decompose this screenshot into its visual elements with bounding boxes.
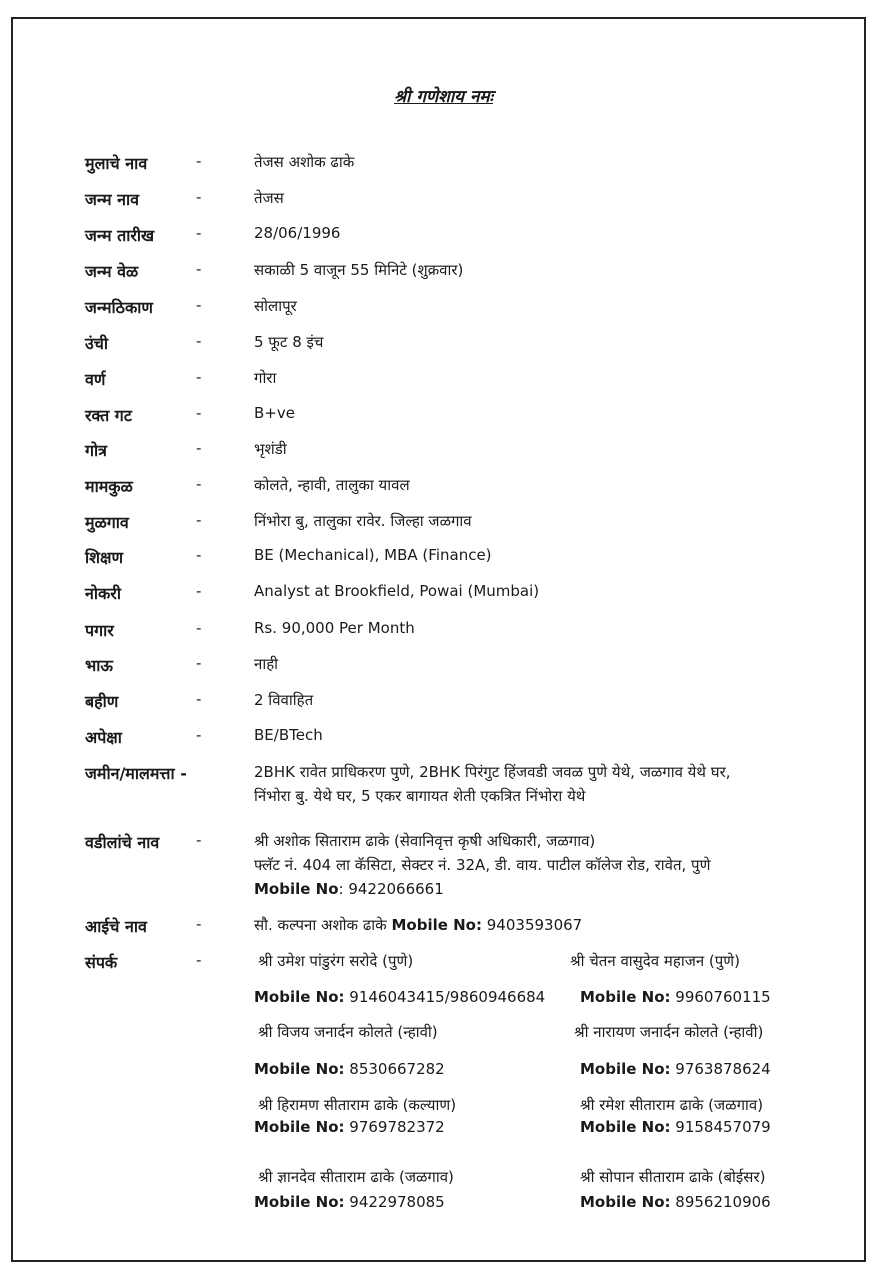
- field-value: सोलापूर: [254, 297, 297, 315]
- field-label: अपेक्षा: [85, 728, 122, 747]
- mobile-label: Mobile No:: [580, 1193, 671, 1211]
- father-address: फ्लॅट नं. 404 ला कॅसिटा, सेक्टर नं. 32A, डी. वाय. पाटील कॉलेज रोड, रावेत, पुणे: [254, 856, 711, 874]
- contact-mobile: [580, 1060, 771, 1078]
- field-value: सकाळी 5 वाजून 55 मिनिटे (शुक्रवार): [254, 261, 464, 279]
- separator-dash: -: [196, 260, 202, 278]
- contact-name: श्री चेतन वासुदेव महाजन (पुणे): [570, 952, 740, 970]
- mobile-label: Mobile No:: [391, 916, 482, 934]
- separator-dash: -: [196, 368, 202, 386]
- contact-name: श्री विजय जनार्दन कोलते (न्हावी): [258, 1023, 438, 1041]
- field-value: कोलते, न्हावी, तालुका यावल: [254, 476, 410, 494]
- separator-dash: -: [196, 188, 202, 206]
- field-label: जन्म वेळ: [85, 262, 139, 281]
- separator-dash: -: [196, 296, 202, 314]
- mother-line: [254, 915, 582, 935]
- separator-dash: -: [196, 915, 202, 933]
- field-label: उंची: [85, 334, 109, 353]
- field-label: आईचे नाव: [85, 917, 147, 936]
- contact-mobile: [580, 1118, 771, 1136]
- field-value: नाही: [254, 655, 279, 673]
- field-value: तेजस अशोक ढाके: [254, 153, 355, 171]
- contact-mobile: [580, 988, 771, 1006]
- separator-dash: -: [196, 404, 202, 422]
- separator-dash: -: [196, 439, 202, 457]
- field-label: शिक्षण: [85, 548, 124, 567]
- field-value: निंभोरा बु, तालुका रावेर. जिल्हा जळगाव: [254, 512, 472, 530]
- mobile-number: 9960760115: [670, 988, 771, 1006]
- mobile-number: : 9422066661: [338, 880, 444, 898]
- contact-name: श्री रमेश सीताराम ढाके (जळगाव): [580, 1096, 764, 1114]
- field-value: 28/06/1996: [254, 224, 341, 242]
- contact-mobile: [580, 1193, 771, 1211]
- mobile-number: 8530667282: [344, 1060, 445, 1078]
- field-label: जन्म नाव: [85, 190, 140, 209]
- field-value: Analyst at Brookfield, Powai (Mumbai): [254, 582, 540, 600]
- mobile-label: Mobile No:: [254, 1060, 345, 1078]
- mobile-number: 9158457079: [670, 1118, 771, 1136]
- field-label: संपर्क: [85, 953, 118, 972]
- field-value: 2 विवाहित: [254, 691, 314, 709]
- separator-dash: -: [196, 654, 202, 672]
- field-value: BE (Mechanical), MBA (Finance): [254, 546, 492, 564]
- mother-name: सौ. कल्पना अशोक ढाके: [254, 916, 387, 934]
- field-label: जन्म तारीख: [85, 226, 155, 245]
- field-label: जन्मठिकाण: [85, 298, 153, 317]
- field-value: BE/BTech: [254, 726, 323, 744]
- contact-name: श्री नारायण जनार्दन कोलते (न्हावी): [574, 1023, 764, 1041]
- mobile-label: Mobile No:: [254, 988, 345, 1006]
- mobile-label: Mobile No:: [254, 1118, 345, 1136]
- field-label: गोत्र: [85, 441, 107, 460]
- field-label: जमीन/मालमत्ता -: [85, 764, 187, 783]
- mobile-label: Mobile No:: [580, 988, 671, 1006]
- field-value: 5 फूट 8 इंच: [254, 333, 324, 351]
- separator-dash: -: [196, 726, 202, 744]
- field-label: मुलाचे नाव: [85, 154, 148, 173]
- field-label: भाऊ: [85, 656, 113, 675]
- field-value: गोरा: [254, 369, 277, 387]
- field-value: तेजस: [254, 189, 284, 207]
- mobile-number: 9403593067: [482, 916, 583, 934]
- field-label: वर्ण: [85, 370, 106, 389]
- contact-mobile: [254, 1193, 445, 1211]
- separator-dash: -: [196, 831, 202, 849]
- field-label: रक्त गट: [85, 406, 132, 425]
- field-label: बहीण: [85, 692, 119, 711]
- mobile-label: Mobile No:: [580, 1060, 671, 1078]
- separator-dash: -: [196, 224, 202, 242]
- field-label: मामकुळ: [85, 477, 133, 496]
- mobile-label: Mobile No:: [580, 1118, 671, 1136]
- mobile-number: 9769782372: [344, 1118, 445, 1136]
- property-line-1: 2BHK रावेत प्राधिकरण पुणे, 2BHK पिरंगुट हिंजवडी जवळ पुणे येथे, जळगाव येथे घर,: [254, 763, 731, 781]
- field-value: B+ve: [254, 404, 295, 422]
- field-label: पगार: [85, 621, 114, 640]
- separator-dash: -: [196, 951, 202, 969]
- field-label: मुळगाव: [85, 513, 129, 532]
- contact-mobile: [254, 1118, 445, 1136]
- separator-dash: -: [196, 475, 202, 493]
- contact-mobile: [254, 1060, 445, 1078]
- contact-name: श्री हिरामण सीताराम ढाके (कल्याण): [258, 1096, 457, 1114]
- mobile-label: Mobile No:: [254, 1193, 345, 1211]
- field-label: वडीलांचे नाव: [85, 833, 160, 852]
- field-value: Rs. 90,000 Per Month: [254, 619, 415, 637]
- field-value: भृशंडी: [254, 440, 287, 458]
- contact-name: श्री ज्ञानदेव सीताराम ढाके (जळगाव): [258, 1168, 454, 1186]
- contact-name: श्री सोपान सीताराम ढाके (बोईसर): [580, 1168, 766, 1186]
- separator-dash: -: [196, 152, 202, 170]
- contact-name: श्री उमेश पांडुरंग सरोदे (पुणे): [258, 952, 414, 970]
- mobile-number: 9422978085: [344, 1193, 445, 1211]
- contact-mobile: [254, 988, 545, 1006]
- field-label: नोकरी: [85, 584, 122, 603]
- separator-dash: -: [196, 690, 202, 708]
- separator-dash: -: [196, 619, 202, 637]
- father-line-1: श्री अशोक सिताराम ढाके (सेवानिवृत्त कृषी अधिकारी, जळगाव): [254, 832, 596, 850]
- mobile-number: 9146043415/9860946684: [344, 988, 546, 1006]
- separator-dash: -: [196, 546, 202, 564]
- separator-dash: -: [196, 511, 202, 529]
- separator-dash: -: [196, 332, 202, 350]
- father-mobile-line: [254, 880, 444, 898]
- property-line-2: निंभोरा बु. येथे घर, 5 एकर बागायत शेती एकत्रित निंभोरा येथे: [254, 787, 586, 805]
- page-title: श्री गणेशाय नमः: [394, 87, 493, 107]
- mobile-number: 8956210906: [670, 1193, 771, 1211]
- mobile-label: Mobile No: [254, 880, 339, 898]
- mobile-number: 9763878624: [670, 1060, 771, 1078]
- separator-dash: -: [196, 582, 202, 600]
